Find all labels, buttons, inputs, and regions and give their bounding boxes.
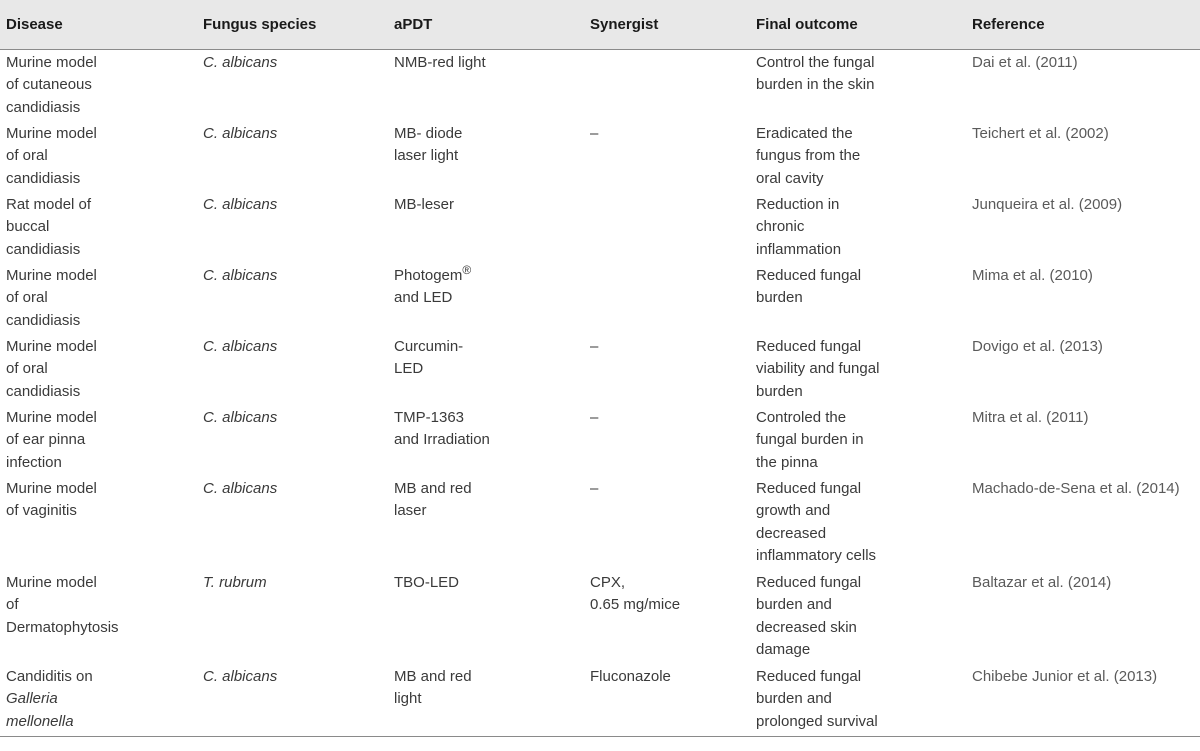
cell-synergist bbox=[584, 570, 750, 664]
cell-final-outcome bbox=[750, 405, 966, 476]
cell-fungus-species bbox=[197, 263, 388, 334]
cell-line: burden bbox=[756, 289, 803, 306]
cell-line: decreased bbox=[756, 524, 827, 542]
cell-line: Reduced fungal bbox=[756, 667, 862, 685]
cell-reference: Baltazar et al. (2014) bbox=[972, 573, 1112, 591]
cell-apdt bbox=[388, 121, 584, 192]
cell-apdt bbox=[388, 263, 584, 334]
cell-line: Murine model bbox=[6, 408, 97, 426]
cell-line: prolonged survival bbox=[756, 712, 878, 730]
cell-line: burden and bbox=[756, 690, 832, 707]
cell-line bbox=[394, 287, 578, 310]
registered-mark: ® bbox=[462, 262, 472, 277]
cell-disease bbox=[0, 334, 197, 405]
cell-line: Murine model bbox=[6, 573, 97, 591]
cell-fungus-species bbox=[197, 664, 388, 737]
apdt-text: LED bbox=[394, 360, 424, 377]
cell-line bbox=[394, 262, 578, 288]
cell-line: Control the fungal bbox=[756, 53, 875, 71]
cell-reference: Chibebe Junior et al. (2013) bbox=[966, 664, 1200, 737]
table-body bbox=[0, 49, 1200, 736]
cell-line: Murine model bbox=[6, 266, 97, 284]
cell-line: 0.65 mg/mice bbox=[590, 596, 681, 613]
table-row bbox=[0, 334, 1200, 405]
cell-final-outcome bbox=[750, 570, 966, 664]
cell-line: Reduced fungal bbox=[756, 573, 862, 591]
cell-line: Fluconazole bbox=[590, 667, 671, 685]
cell-line bbox=[394, 123, 578, 146]
cell-reference: Mima et al. (2010) bbox=[972, 266, 1093, 284]
cell-line: Reduced fungal bbox=[756, 266, 862, 284]
header-disease: Disease bbox=[0, 0, 197, 49]
cell-line: of cutaneous bbox=[6, 76, 92, 93]
cell-line: inflammation bbox=[756, 240, 842, 258]
cell-final-outcome bbox=[750, 263, 966, 334]
cell-line: decreased skin bbox=[756, 618, 857, 636]
cell-fungus-species bbox=[197, 334, 388, 405]
cell-line: Murine model bbox=[6, 53, 97, 71]
cell-disease bbox=[0, 263, 197, 334]
table-row bbox=[0, 476, 1200, 570]
cell-line: buccal bbox=[6, 218, 50, 235]
cell-line: of ear pinna bbox=[6, 431, 86, 448]
cell-line: – bbox=[590, 408, 599, 426]
cell-line bbox=[394, 688, 578, 711]
apdt-text: laser bbox=[394, 502, 427, 519]
species-name: C. albicans bbox=[203, 53, 278, 71]
cell-line: viability and fungal bbox=[756, 360, 880, 377]
cell-line: growth and bbox=[756, 502, 831, 519]
cell-line: the pinna bbox=[756, 453, 818, 471]
cell-reference: Dovigo et al. (2013) bbox=[972, 337, 1103, 355]
apdt-text: TBO-LED bbox=[394, 573, 460, 591]
cell-apdt bbox=[388, 334, 584, 405]
cell-disease bbox=[0, 121, 197, 192]
species-name: C. albicans bbox=[203, 124, 278, 142]
apdt-text: and Irradiation bbox=[394, 431, 490, 448]
apdt-text: MB and red bbox=[394, 479, 472, 497]
table-row bbox=[0, 664, 1200, 737]
cell-line bbox=[394, 429, 578, 452]
cell-line bbox=[394, 336, 578, 359]
cell-apdt bbox=[388, 405, 584, 476]
cell-line: damage bbox=[756, 641, 811, 658]
cell-fungus-species bbox=[197, 49, 388, 121]
cell-line bbox=[394, 145, 578, 168]
cell-fungus-species bbox=[197, 570, 388, 664]
cell-reference: Machado-de-Sena et al. (2014) bbox=[972, 479, 1180, 497]
apdt-text: MB and red bbox=[394, 667, 472, 685]
cell-disease bbox=[0, 192, 197, 263]
cell-disease bbox=[0, 405, 197, 476]
cell-line: candidiasis bbox=[6, 169, 81, 187]
species-name: T. rubrum bbox=[203, 573, 267, 591]
cell-line: of vaginitis bbox=[6, 502, 77, 519]
cell-line: Reduced fungal bbox=[756, 337, 862, 355]
cell-final-outcome bbox=[750, 49, 966, 121]
cell-reference: Junqueira et al. (2009) bbox=[972, 195, 1123, 213]
cell-line bbox=[394, 478, 578, 501]
cell-line bbox=[394, 52, 578, 75]
cell-line: Reduction in bbox=[756, 195, 840, 213]
table-row bbox=[0, 192, 1200, 263]
cell-line: burden in the skin bbox=[756, 76, 875, 93]
cell-synergist bbox=[584, 263, 750, 334]
cell-line: of oral bbox=[6, 147, 48, 164]
species-name: C. albicans bbox=[203, 337, 278, 355]
table-row bbox=[0, 49, 1200, 121]
cell-reference: Teichert et al. (2002) bbox=[972, 124, 1109, 142]
cell-line: Galleria bbox=[6, 690, 58, 707]
cell-line: oral cavity bbox=[756, 169, 824, 187]
cell-line: burden bbox=[756, 382, 803, 400]
header-apdt: aPDT bbox=[388, 0, 584, 49]
cell-disease bbox=[0, 49, 197, 121]
cell-final-outcome bbox=[750, 334, 966, 405]
species-name: C. albicans bbox=[203, 667, 278, 685]
cell-synergist bbox=[584, 664, 750, 737]
table-row bbox=[0, 121, 1200, 192]
cell-line bbox=[394, 358, 578, 381]
cell-synergist bbox=[584, 49, 750, 121]
cell-line: Murine model bbox=[6, 124, 97, 142]
cell-line: Rat model of bbox=[6, 195, 92, 213]
cell-line: Candiditis on bbox=[6, 667, 93, 685]
table-row bbox=[0, 263, 1200, 334]
cell-line: of oral bbox=[6, 360, 48, 377]
table-row bbox=[0, 570, 1200, 664]
cell-line bbox=[394, 572, 578, 595]
header-synergist: Synergist bbox=[584, 0, 750, 49]
cell-apdt bbox=[388, 664, 584, 737]
cell-disease bbox=[0, 476, 197, 570]
apdt-text: and LED bbox=[394, 289, 453, 306]
apdt-text: Photogem bbox=[394, 266, 463, 284]
cell-synergist bbox=[584, 121, 750, 192]
cell-line: Murine model bbox=[6, 479, 97, 497]
cell-line: – bbox=[590, 124, 599, 142]
header-row bbox=[0, 0, 1200, 49]
species-name: C. albicans bbox=[203, 266, 278, 284]
apdt-text: laser light bbox=[394, 147, 459, 164]
cell-synergist bbox=[584, 334, 750, 405]
cell-synergist bbox=[584, 405, 750, 476]
cell-line bbox=[394, 500, 578, 523]
cell-line: Eradicated the bbox=[756, 124, 853, 142]
cell-apdt bbox=[388, 570, 584, 664]
cell-line: Reduced fungal bbox=[756, 479, 862, 497]
cell-line: mellonella bbox=[6, 712, 74, 730]
cell-line: candidiasis bbox=[6, 98, 81, 116]
cell-line: Controled the bbox=[756, 408, 847, 426]
cell-line: candidiasis bbox=[6, 311, 81, 329]
header-fungus-species: Fungus species bbox=[197, 0, 388, 49]
cell-disease bbox=[0, 570, 197, 664]
cell-reference: Dai et al. (2011) bbox=[972, 53, 1078, 71]
header-final-outcome: Final outcome bbox=[750, 0, 966, 49]
cell-final-outcome bbox=[750, 192, 966, 263]
apdt-text: MB- diode bbox=[394, 124, 463, 142]
cell-fungus-species bbox=[197, 405, 388, 476]
cell-final-outcome bbox=[750, 664, 966, 737]
cell-line: CPX, bbox=[590, 573, 626, 591]
cell-synergist bbox=[584, 192, 750, 263]
cell-fungus-species bbox=[197, 192, 388, 263]
cell-line bbox=[394, 194, 578, 217]
cell-line: – bbox=[590, 337, 599, 355]
cell-apdt bbox=[388, 192, 584, 263]
cell-fungus-species bbox=[197, 121, 388, 192]
cell-final-outcome bbox=[750, 476, 966, 570]
cell-line: of bbox=[6, 596, 19, 613]
cell-apdt bbox=[388, 49, 584, 121]
header-reference: Reference bbox=[966, 0, 1200, 49]
table-header bbox=[0, 0, 1200, 49]
cell-line: chronic bbox=[756, 218, 805, 235]
cell-line: of oral bbox=[6, 289, 48, 306]
apdt-text: Curcumin- bbox=[394, 337, 464, 355]
cell-reference: Mitra et al. (2011) bbox=[972, 408, 1089, 426]
cell-line: burden and bbox=[756, 596, 832, 613]
species-name: C. albicans bbox=[203, 408, 278, 426]
cell-line: – bbox=[590, 479, 599, 497]
cell-line bbox=[394, 666, 578, 689]
cell-line: infection bbox=[6, 453, 62, 471]
cell-line bbox=[394, 407, 578, 430]
cell-line: candidiasis bbox=[6, 382, 81, 400]
cell-synergist bbox=[584, 476, 750, 570]
cell-line: candidiasis bbox=[6, 240, 81, 258]
cell-line: Murine model bbox=[6, 337, 97, 355]
cell-final-outcome bbox=[750, 121, 966, 192]
apdt-text: light bbox=[394, 690, 422, 707]
cell-line: fungus from the bbox=[756, 147, 861, 164]
species-name: C. albicans bbox=[203, 195, 278, 213]
cell-line: Dermatophytosis bbox=[6, 618, 119, 636]
apdt-text: NMB-red light bbox=[394, 53, 486, 71]
species-name: C. albicans bbox=[203, 479, 278, 497]
cell-line: inflammatory cells bbox=[756, 547, 877, 564]
cell-apdt bbox=[388, 476, 584, 570]
cell-disease bbox=[0, 664, 197, 737]
apdt-text: MB-leser bbox=[394, 195, 455, 213]
cell-line: fungal burden in bbox=[756, 431, 864, 448]
table-row bbox=[0, 405, 1200, 476]
cell-fungus-species bbox=[197, 476, 388, 570]
apdt-text: TMP-1363 bbox=[394, 408, 465, 426]
